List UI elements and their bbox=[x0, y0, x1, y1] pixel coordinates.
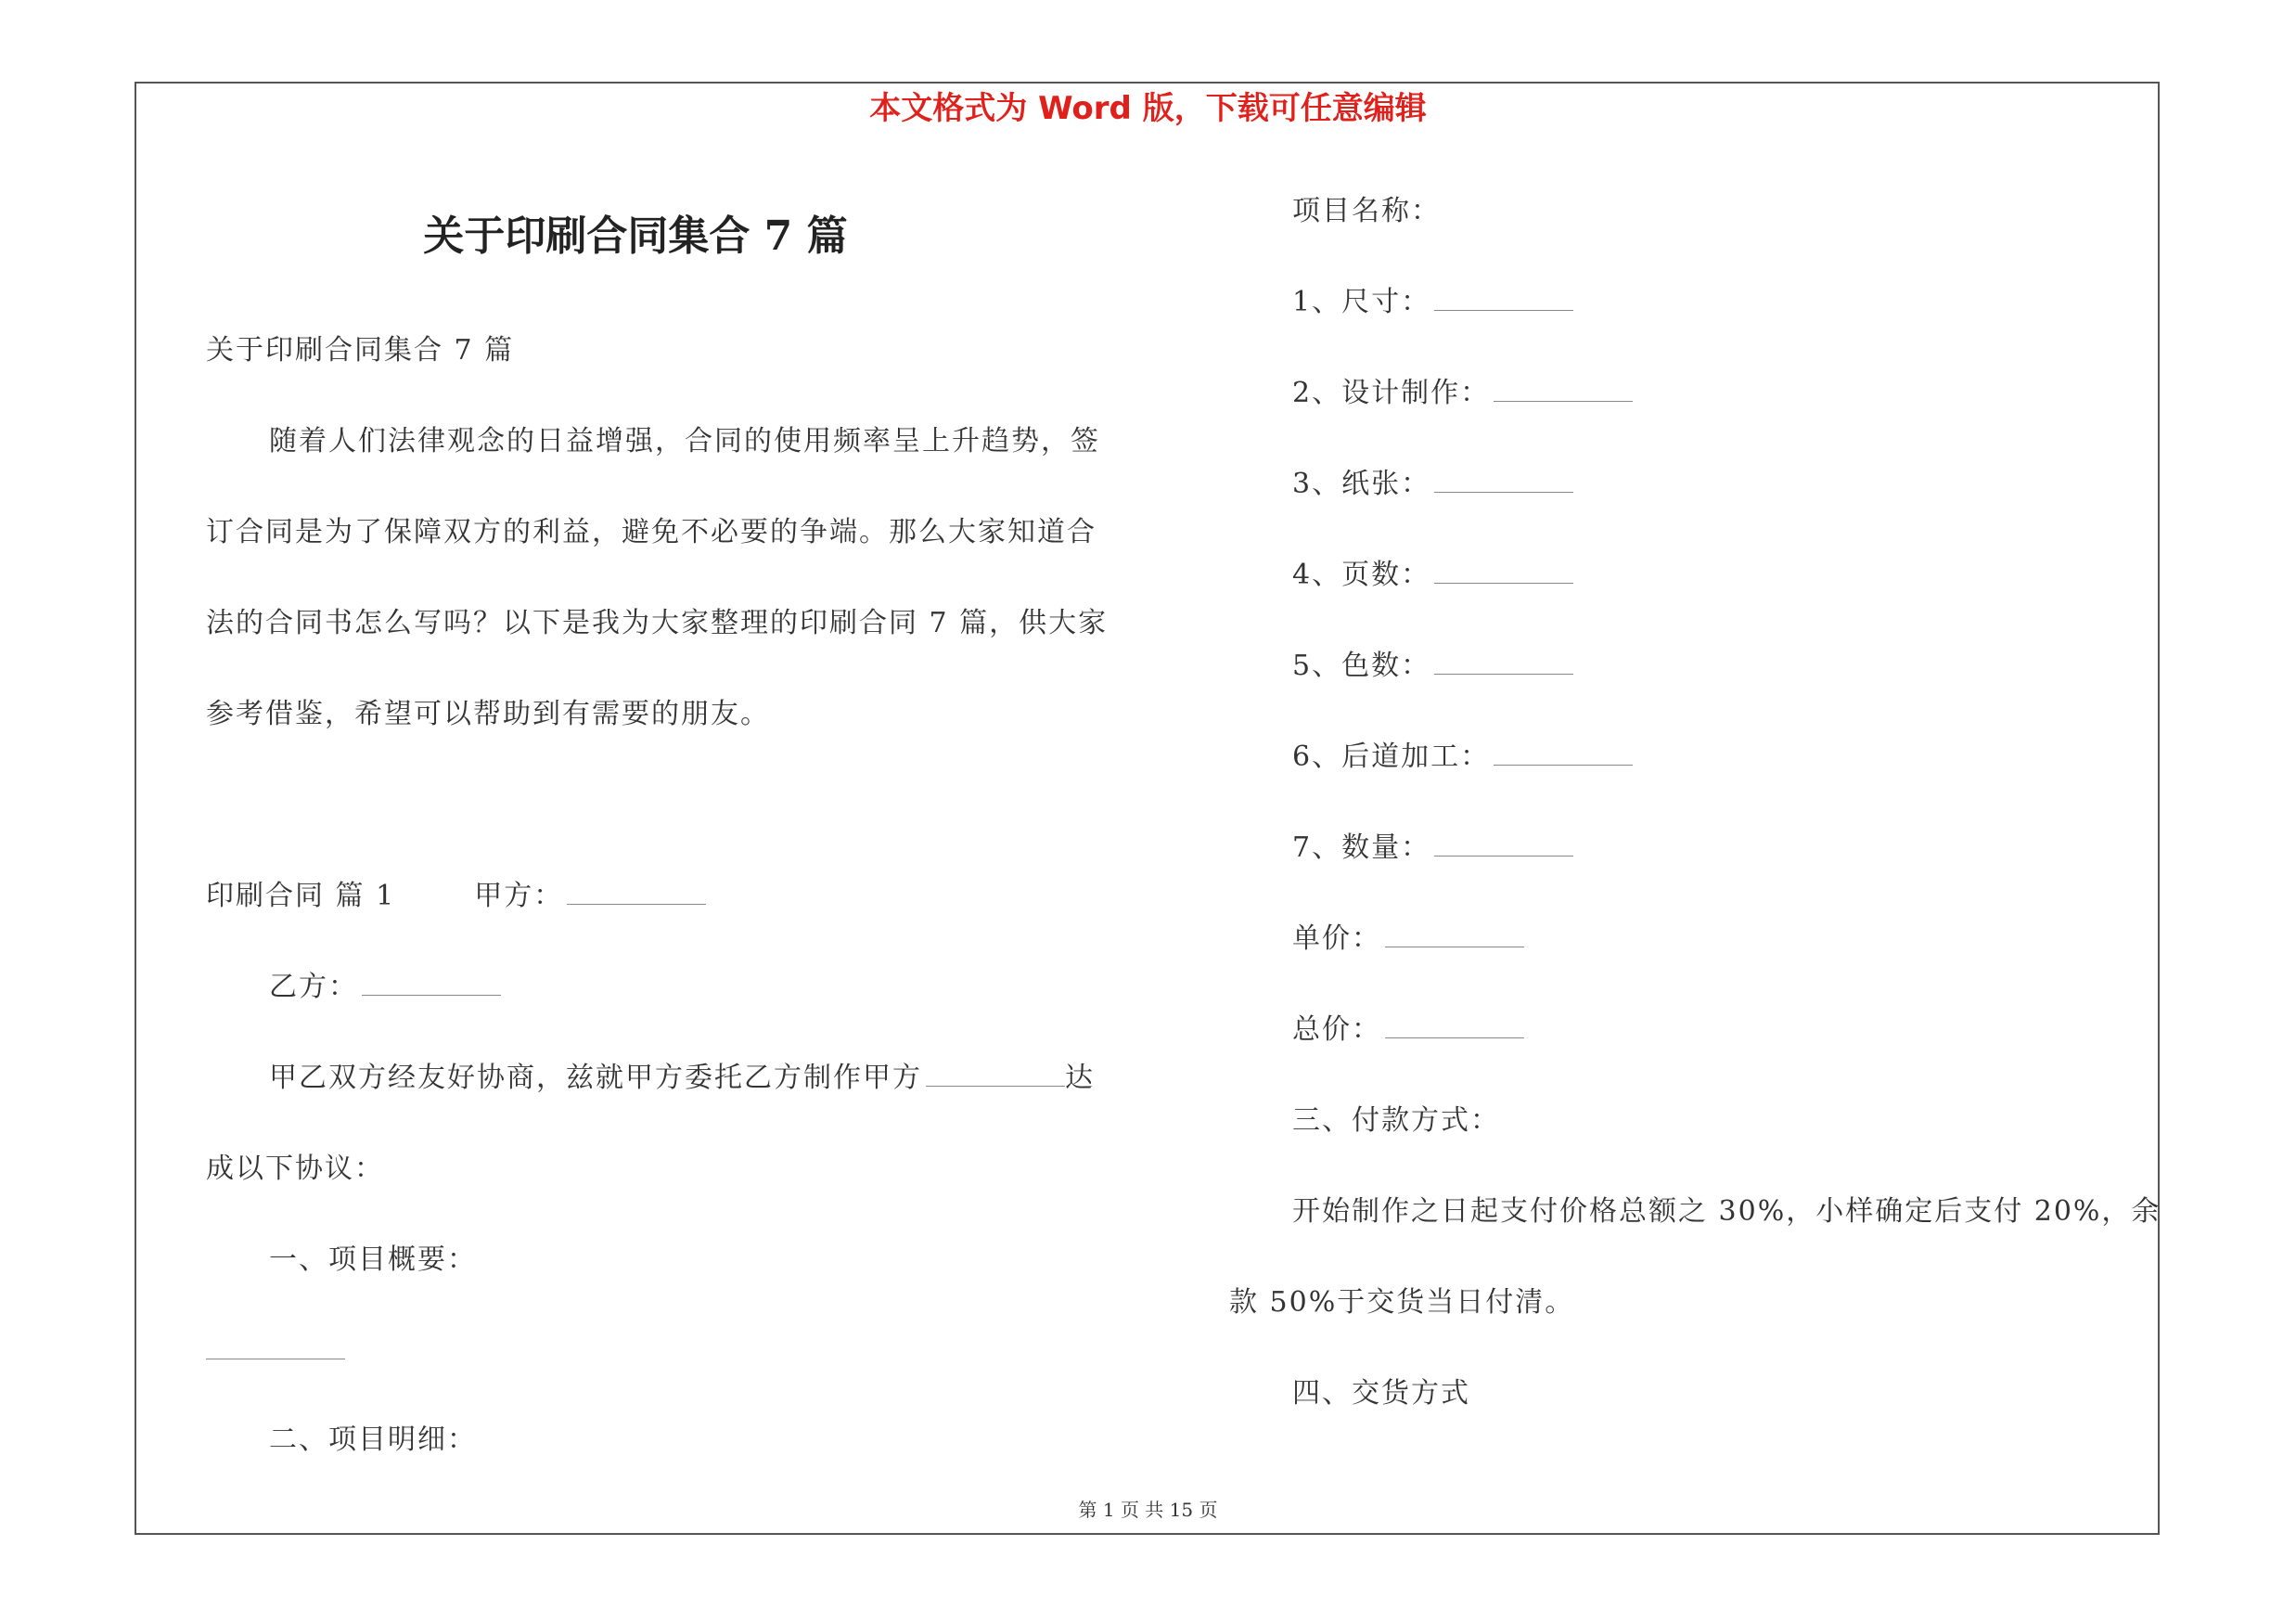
item-size bbox=[1292, 284, 1573, 321]
payment-line-2: 款 50%于交货当日付清。 bbox=[1229, 1286, 1575, 1319]
intro-line-3: 法的合同书怎么写吗？以下是我为大家整理的印刷合同 7 篇，供大家 bbox=[206, 607, 1109, 639]
item-colors-blank bbox=[1434, 650, 1573, 675]
item-design-label: 2、设计制作： bbox=[1292, 377, 1491, 409]
unit-price bbox=[1292, 921, 1524, 958]
payment-line-1: 开始制作之日起支付价格总额之 30%，小样确定后支付 20%，余 bbox=[1292, 1195, 2161, 1228]
item-design bbox=[1292, 375, 1633, 412]
item-pages-label: 4、页数： bbox=[1292, 559, 1431, 591]
item-paper-blank bbox=[1434, 468, 1573, 493]
page-border bbox=[135, 82, 2160, 1535]
total-price bbox=[1292, 1011, 1524, 1049]
party-b-label: 乙方： bbox=[269, 971, 358, 1003]
item-quantity bbox=[1292, 830, 1573, 867]
total-price-blank bbox=[1385, 1013, 1524, 1038]
overview-blank bbox=[206, 1357, 345, 1359]
agreement-text: 甲乙双方经友好协商，兹就甲方委托乙方制作甲方 bbox=[269, 1062, 922, 1094]
item-finishing-blank bbox=[1494, 741, 1633, 766]
item-paper-label: 3、纸张： bbox=[1292, 468, 1431, 500]
subtitle: 关于印刷合同集合 7 篇 bbox=[206, 334, 515, 367]
word-format-banner: 本文格式为 Word 版，下载可任意编辑 bbox=[869, 90, 1427, 127]
unit-price-blank bbox=[1385, 922, 1524, 947]
document-title: 关于印刷合同集合 7 篇 bbox=[423, 213, 848, 260]
section-project-details: 二、项目明细： bbox=[269, 1423, 477, 1456]
item-pages bbox=[1292, 557, 1573, 594]
item-quantity-blank bbox=[1434, 831, 1573, 857]
agreement-blank bbox=[926, 1062, 1065, 1087]
intro-line-4: 参考借鉴，希望可以帮助到有需要的朋友。 bbox=[206, 698, 770, 730]
page-number: 第 1 页 共 15 页 bbox=[1078, 1499, 1218, 1521]
section-payment: 三、付款方式： bbox=[1292, 1104, 1500, 1137]
section-delivery: 四、交货方式 bbox=[1292, 1377, 1470, 1410]
item-size-blank bbox=[1434, 286, 1573, 311]
agreement-text-end: 达 bbox=[1065, 1062, 1095, 1094]
party-a-label: 甲方： bbox=[474, 880, 564, 912]
total-price-label: 总价： bbox=[1292, 1013, 1381, 1046]
item-paper bbox=[1292, 466, 1573, 503]
item-design-blank bbox=[1494, 377, 1633, 402]
item-colors bbox=[1292, 648, 1573, 685]
project-name-label: 项目名称： bbox=[1292, 195, 1441, 227]
section-project-overview: 一、项目概要： bbox=[269, 1243, 477, 1276]
intro-line-2: 订合同是为了保障双方的利益，避免不必要的争端。那么大家知道合 bbox=[206, 516, 1097, 548]
party-b-line bbox=[269, 969, 501, 1006]
unit-price-label: 单价： bbox=[1292, 922, 1381, 955]
item-colors-label: 5、色数： bbox=[1292, 650, 1431, 682]
agreement-line-2: 成以下协议： bbox=[206, 1153, 384, 1185]
agreement-line-1 bbox=[269, 1060, 1095, 1097]
item-quantity-label: 7、数量： bbox=[1292, 831, 1431, 864]
item-finishing bbox=[1292, 739, 1633, 776]
item-finishing-label: 6、后道加工： bbox=[1292, 741, 1491, 773]
contract-heading bbox=[206, 878, 706, 915]
party-a-blank bbox=[567, 880, 706, 905]
item-pages-blank bbox=[1434, 559, 1573, 584]
item-size-label: 1、尺寸： bbox=[1292, 286, 1431, 318]
party-b-blank bbox=[362, 971, 501, 996]
intro-line-1: 随着人们法律观念的日益增强，合同的使用频率呈上升趋势，签 bbox=[269, 425, 1100, 457]
contract-heading-label: 印刷合同 篇 1 bbox=[206, 880, 396, 912]
